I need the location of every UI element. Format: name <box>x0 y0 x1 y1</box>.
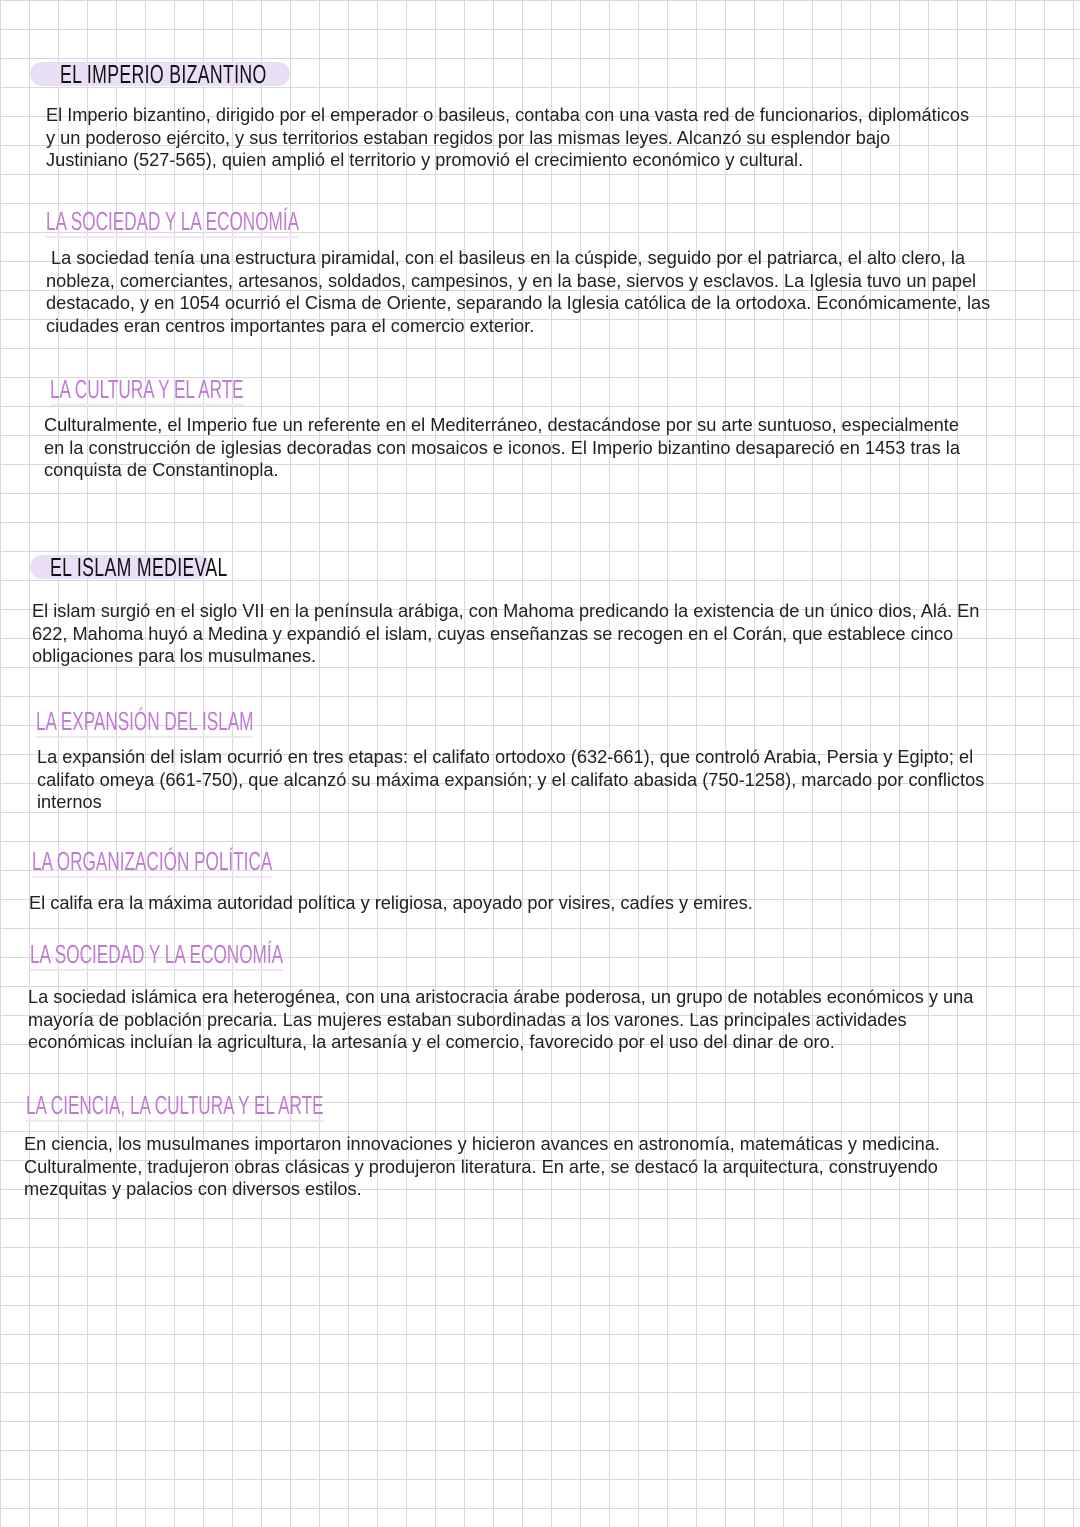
subsection-paragraph <box>46 247 990 338</box>
section-title <box>30 59 290 89</box>
subsection-heading: LA CULTURA Y EL ARTE <box>50 374 244 404</box>
paragraph-line: mezquitas y palacios con diversos estilos. <box>24 1179 362 1200</box>
subsection-paragraph <box>28 986 973 1054</box>
subsection-heading: LA SOCIEDAD Y LA ECONOMÍA <box>46 206 300 236</box>
subsection-paragraph <box>44 414 960 482</box>
subsection-heading: LA ORGANIZACIÓN POLÍTICA <box>32 846 273 876</box>
paragraph-line: conquista de Constantinopla. <box>44 460 279 481</box>
paragraph-line: destacado, y en 1054 ocurrió el Cisma de Oriente, separando la Iglesia católica de la ortodoxa. Económicamente, las <box>46 293 991 314</box>
section-intro-paragraph <box>32 600 979 668</box>
section-title <box>30 552 228 582</box>
paragraph-line: 622, Mahoma huyó a Medina y expandió el islam, cuyas enseñanzas se recogen en el Corán, que establece cinco <box>32 623 954 644</box>
paragraph-line: La sociedad tenía una estructura piramidal, con el basileus en la cúspide, seguido por el patriarca, el alto clero, la <box>46 248 966 268</box>
paragraph-line: mayoría de población precaria. Las mujeres estaban subordinadas a los varones. Las principales actividades <box>28 1009 907 1030</box>
paragraph-line: y un poderoso ejército, y sus territorios estaban regidos por las mismas leyes. Alcanzó su esplendor bajo <box>46 127 891 148</box>
paragraph-line: califato omeya (661-750), que alcanzó su máxima expansión; y el califato abasida (750-1258), marcado por conflictos <box>37 769 985 790</box>
paragraph-line: El califa era la máxima autoridad política y religiosa, apoyado por visires, cadíes y emires. <box>29 893 753 913</box>
subsection-heading: LA CIENCIA, LA CULTURA Y EL ARTE <box>26 1090 324 1120</box>
section-title-text: EL IMPERIO BIZANTINO <box>60 59 267 89</box>
paragraph-line: en la construcción de iglesias decoradas con mosaicos e iconos. El Imperio bizantino desapareció en 1453 tras la <box>44 437 960 458</box>
paragraph-line: El islam surgió en el siglo VII en la península arábiga, con Mahoma predicando la existencia de un único dios, Alá. En <box>32 601 980 621</box>
paragraph-line: económicas incluían la agricultura, la artesanía y el comercio, favorecido por el uso del dinar de oro. <box>28 1032 835 1053</box>
paragraph-line: La expansión del islam ocurrió en tres etapas: el califato ortodoxo (632-661), que controló Arabia, Persia y Egipto; el <box>37 747 974 767</box>
section-intro-paragraph <box>46 104 969 172</box>
subsection-heading: LA SOCIEDAD Y LA ECONOMÍA <box>30 939 284 969</box>
paragraph-line: Culturalmente, el Imperio fue un referente en el Mediterráneo, destacándose por su arte suntuoso, especialmente <box>44 415 959 435</box>
subsection-paragraph <box>29 892 753 915</box>
subsection-paragraph <box>37 746 984 814</box>
paragraph-line: En ciencia, los musulmanes importaron innovaciones y hicieron avances en astronomía, matemáticas y medicina. <box>24 1134 940 1154</box>
paragraph-line: El Imperio bizantino, dirigido por el emperador o basileus, contaba con una vasta red de funcionarios, diplomáticos <box>46 105 970 125</box>
subsection-heading: LA EXPANSIÓN DEL ISLAM <box>36 706 254 736</box>
paragraph-line: Justiniano (527-565), quien amplió el territorio y promovió el crecimiento económico y cultural. <box>46 150 804 171</box>
paragraph-line: nobleza, comerciantes, artesanos, soldados, campesinos, y en la base, siervos y esclavos. La Iglesia tuvo un papel <box>46 270 977 291</box>
paragraph-line: ciudades eran centros importantes para el comercio exterior. <box>46 316 535 337</box>
paragraph-line: La sociedad islámica era heterogénea, con una aristocracia árabe poderosa, un grupo de notables económicos y una <box>28 987 974 1007</box>
subsection-paragraph <box>24 1133 940 1201</box>
paragraph-line: obligaciones para los musulmanes. <box>32 646 317 667</box>
paragraph-line: Culturalmente, tradujeron obras clásicas y produjeron literatura. En arte, se destacó la arquitectura, construyendo <box>24 1156 938 1177</box>
paragraph-line: internos <box>37 792 102 813</box>
section-title-text: EL ISLAM MEDIEVAL <box>50 552 228 582</box>
